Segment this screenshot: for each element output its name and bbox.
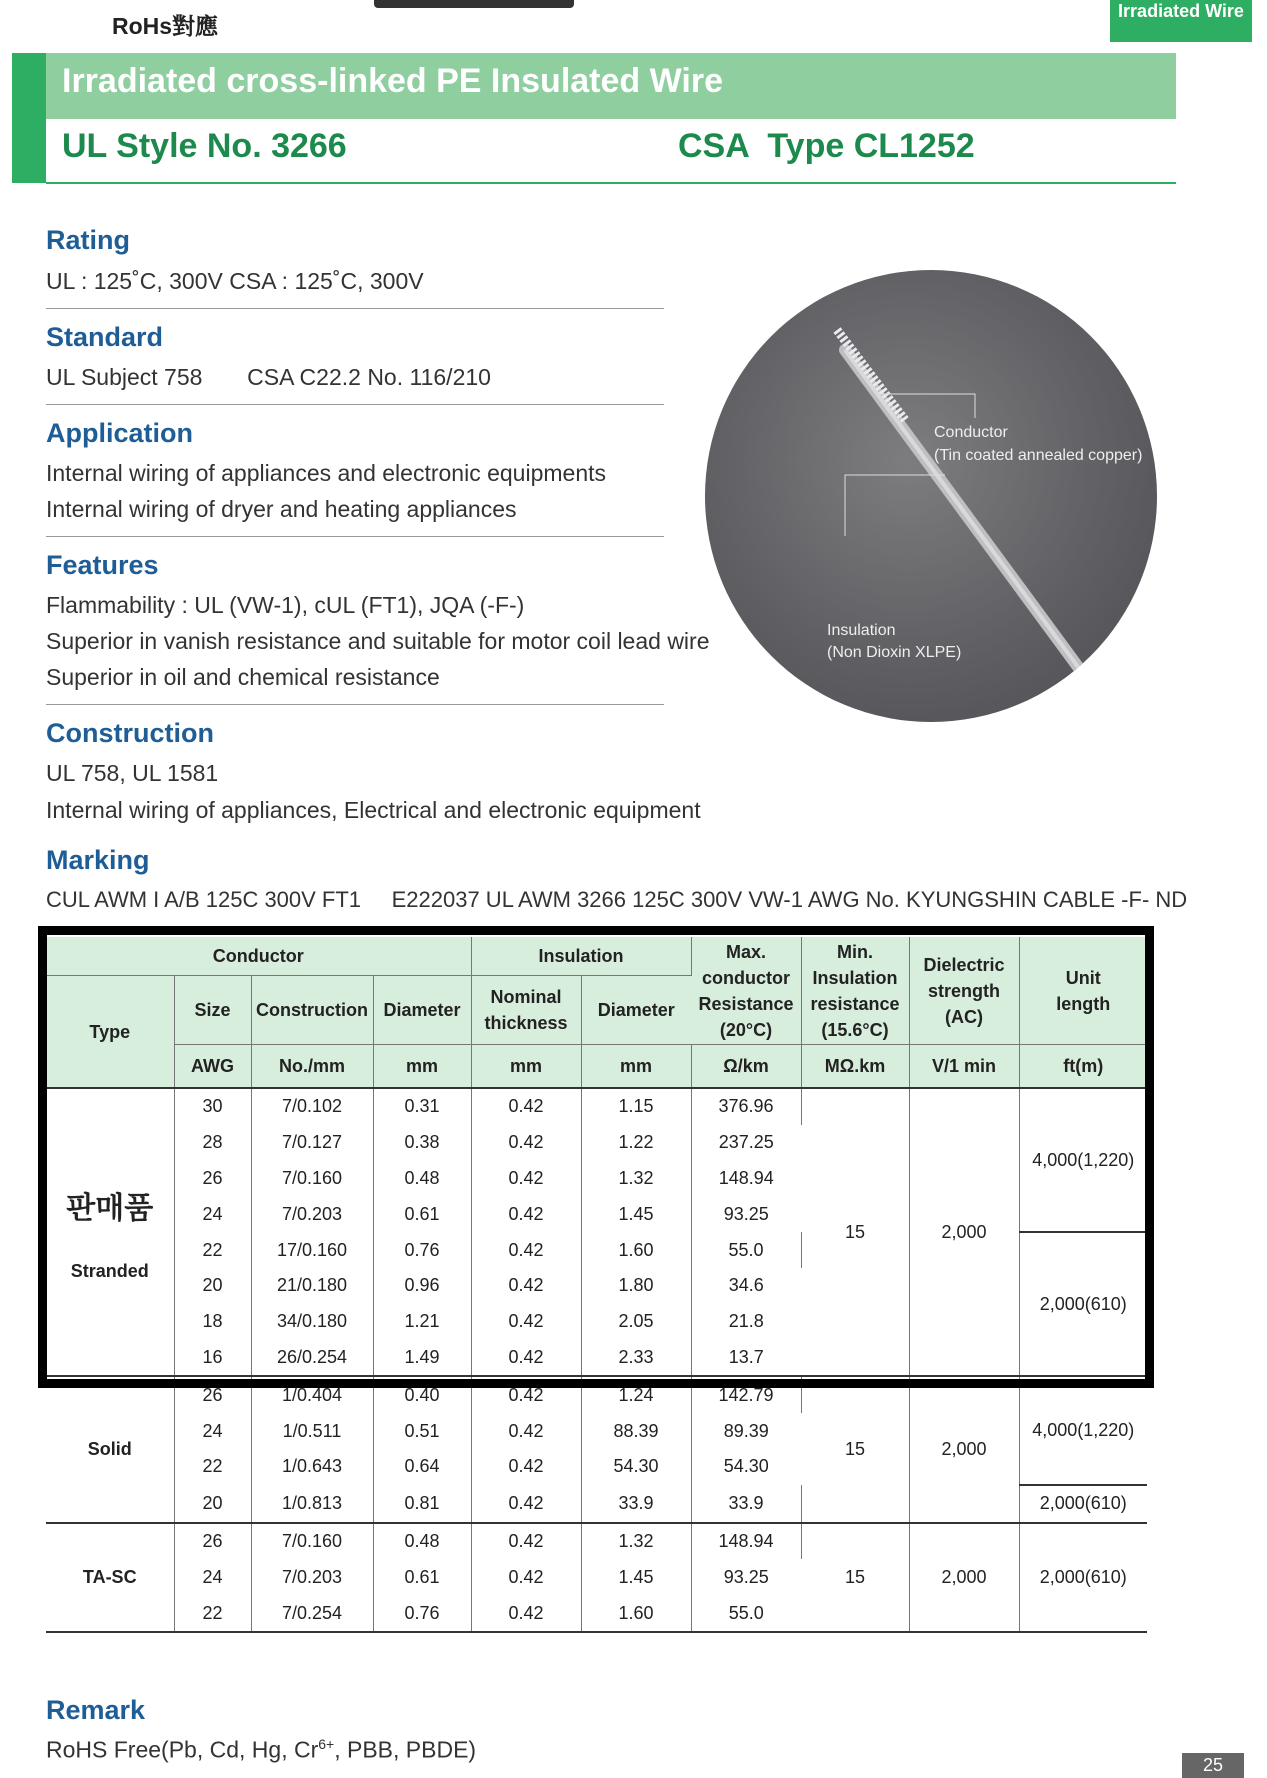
table-cell: 30 [174,1088,251,1125]
dielectric-cell: 2,000 [909,1523,1019,1632]
type-label: TA-SC [82,1566,137,1587]
table-cell: 7/0.102 [251,1088,373,1125]
table-cell: 0.42 [471,1196,581,1232]
page-title: Irradiated cross-linked PE Insulated Wire [62,62,724,100]
table-cell: 21.8 [728,1311,764,1332]
features-line-1: Flammability : UL (VW-1), cUL (FT1), JQA (-F-) [46,592,525,618]
standard-line: UL Subject 758 CSA C22.2 No. 116/210 [46,364,491,390]
marking-heading: Marking [46,845,150,875]
type-cell [46,1376,174,1522]
table-cell: 1.22 [581,1125,691,1161]
table-cell: 0.31 [373,1088,471,1125]
table-cell: 54.30 [723,1456,769,1477]
table-cell: 93.25 [723,1203,769,1224]
header-conductor: Conductor [46,937,471,976]
remark-line: RoHS Free(Pb, Cd, Hg, $Cr^{6+}$, PBB, PBDE) [46,1736,477,1763]
table-cell: 16 [174,1340,251,1377]
table-cell: 0.42 [471,1125,581,1161]
table-cell: 0.42 [471,1449,581,1485]
application-line-2: Internal wiring of dryer and heating appliances [46,496,517,522]
table-cell: 148.94 [718,1167,774,1188]
table-cell: 0.42 [471,1340,581,1377]
type-label: Stranded [70,1260,149,1281]
table-cell: 93.25 [723,1566,769,1587]
table-cell: 7/0.160 [251,1523,373,1560]
application-heading: Application [46,418,193,448]
table-cell: 34/0.180 [251,1304,373,1340]
table-cell: 1.21 [373,1304,471,1340]
table-cell: 0.42 [471,1232,581,1268]
remark-heading: Remark [46,1695,146,1725]
table-cell: 88.39 [581,1413,691,1449]
table-cell: 13.7 [728,1346,764,1367]
table-cell: 0.76 [373,1595,471,1632]
header-type: Type [46,976,174,1089]
type-cell [46,1523,174,1632]
table-cell: 0.40 [373,1376,471,1413]
table-cell: 7/0.203 [251,1196,373,1232]
table-cell: 89.39 [723,1420,769,1441]
table-cell: 0.81 [373,1485,471,1523]
header-ins-diameter: Diameter [581,976,691,1045]
table-cell: 24 [174,1413,251,1449]
table-cell: 0.38 [373,1125,471,1161]
conductor-label: Conductor [934,424,1008,441]
unit-awg: AWG [174,1045,251,1089]
unit-length: ft(m) [1019,1045,1147,1089]
unit-length-cell: 4,000(1,220) [1019,1088,1147,1232]
table-cell: 22 [174,1232,251,1268]
wire-photo [705,270,1157,722]
unit-length-cell: 2,000(610) [1019,1485,1147,1523]
header-min-insulation: Min. Insulation resistance (15.6°C) [801,937,909,1045]
table-cell: 24 [174,1559,251,1595]
table-cell: 2.33 [581,1340,691,1377]
title-underline [46,182,1176,184]
table-cell: 0.64 [373,1449,471,1485]
table-cell: 0.42 [471,1304,581,1340]
min-insulation-cell: 15 [801,1376,909,1522]
unit-construction: No./mm [251,1045,373,1089]
table-cell: 1.45 [581,1196,691,1232]
table-cell: 1.15 [581,1088,691,1125]
insulation-label: Insulation [827,622,896,639]
table-cell: 54.30 [581,1449,691,1485]
table-cell: 7/0.203 [251,1559,373,1595]
header-size: Size [174,976,251,1045]
table-cell: 0.42 [471,1088,581,1125]
header-dielectric: Dielectric strength (AC) [909,937,1019,1045]
table-cell: 7/0.127 [251,1125,373,1161]
table-cell: 1/0.813 [251,1485,373,1523]
unit-insulation: MΩ.km [801,1045,909,1089]
dielectric-cell: 2,000 [909,1088,1019,1376]
table-cell: 0.42 [471,1161,581,1197]
divider [46,536,664,537]
type-extra-label: 판매품 [66,1191,154,1225]
rating-heading: Rating [46,225,130,255]
table-cell: 0.96 [373,1268,471,1304]
header-unit-length: Unit length [1019,937,1147,1045]
construction-line-1: UL 758, UL 1581 [46,760,219,786]
divider [46,704,664,705]
table-cell: 22 [174,1449,251,1485]
table-cell: 1.32 [581,1523,691,1560]
dielectric-cell: 2,000 [909,1376,1019,1522]
table-cell: 0.61 [373,1559,471,1595]
highlight-frame [38,926,1154,1388]
unit-length-cell: 2,000(610) [1019,1232,1147,1376]
unit-length-cell: 4,000(1,220) [1019,1376,1147,1484]
table-cell: 1/0.404 [251,1376,373,1413]
table-cell: 7/0.160 [251,1161,373,1197]
table-cell: 2.05 [581,1304,691,1340]
table-cell: 0.42 [471,1376,581,1413]
unit-resistance: Ω/km [691,1045,801,1089]
table-cell: 0.76 [373,1232,471,1268]
header-max-resistance: Max. conductor Resistance (20°C) [691,937,801,1045]
corner-tag: Irradiated Wire [1110,0,1252,42]
table-cell: 7/0.254 [251,1595,373,1632]
table-cell: 0.42 [471,1523,581,1560]
table-cell: 1.45 [581,1559,691,1595]
table-cell: 33.9 [581,1485,691,1523]
table-cell: 17/0.160 [251,1232,373,1268]
table-cell: 0.42 [471,1413,581,1449]
table-cell: 0.42 [471,1268,581,1304]
table-cell: 24 [174,1196,251,1232]
table-cell: 1.24 [581,1376,691,1413]
table-cell: 1.60 [581,1232,691,1268]
table-cell: 1.32 [581,1161,691,1197]
title-accent-bar [12,53,46,183]
ul-style: UL Style No. 3266 [62,127,347,165]
unit-diameter: mm [373,1045,471,1089]
table-cell: 1.80 [581,1268,691,1304]
construction-line-2: Internal wiring of appliances, Electrical and electronic equipment [46,797,701,823]
table-cell: 0.42 [471,1559,581,1595]
table-cell: 34.6 [728,1275,764,1296]
features-line-2: Superior in vanish resistance and suitable for motor coil lead wire [46,628,710,654]
unit-length-cell: 2,000(610) [1019,1523,1147,1632]
unit-ins-diameter: mm [581,1045,691,1089]
conductor-desc: (Tin coated annealed copper) [934,447,1143,464]
header-nominal-thickness: Nominal thickness [471,976,581,1045]
table-cell: 0.61 [373,1196,471,1232]
table-cell: 0.48 [373,1161,471,1197]
table-cell: 142.79 [691,1376,801,1413]
insulation-desc: (Non Dioxin XLPE) [827,644,962,661]
unit-dielectric: V/1 min [909,1045,1019,1089]
min-insulation-cell: 15 [801,1088,909,1376]
header-diameter: Diameter [373,976,471,1045]
top-tab-bar [374,0,574,8]
table-cell: 21/0.180 [251,1268,373,1304]
application-line-1: Internal wiring of appliances and electronic equipments [46,460,606,486]
features-heading: Features [46,550,159,580]
features-line-3: Superior in oil and chemical resistance [46,664,440,690]
table-cell: 0.42 [471,1595,581,1632]
table-cell: 33.9 [691,1485,801,1523]
table-cell: 20 [174,1268,251,1304]
table-cell: 376.96 [691,1088,801,1125]
table-cell: 1/0.643 [251,1449,373,1485]
table-cell: 55.0 [691,1232,801,1268]
table-cell: 1/0.511 [251,1413,373,1449]
table-cell: 0.48 [373,1523,471,1560]
standard-heading: Standard [46,322,164,352]
table-cell: 148.94 [691,1523,801,1560]
table-cell: 0.51 [373,1413,471,1449]
table-cell: 0.42 [471,1485,581,1523]
type-label: Solid [87,1438,132,1459]
min-insulation-cell: 15 [801,1523,909,1632]
table-cell: 26 [174,1376,251,1413]
construction-heading: Construction [46,718,214,748]
unit-thickness: mm [471,1045,581,1089]
table-row [46,1523,1147,1560]
rating-line: UL : 125˚C, 300V CSA : 125˚C, 300V [46,268,424,294]
table-cell: 22 [174,1595,251,1632]
csa-type: CSA Type CL1252 [678,127,975,165]
rohs-label: RoHs對應 [112,13,219,39]
table-cell: 26 [174,1161,251,1197]
table-cell: 1.49 [373,1340,471,1377]
divider [46,308,664,309]
table-cell: 20 [174,1485,251,1523]
table-cell: 1.60 [581,1595,691,1632]
table-cell: 18 [174,1304,251,1340]
table-cell: 26/0.254 [251,1340,373,1377]
header-insulation: Insulation [471,937,691,976]
header-construction: Construction [251,976,373,1045]
table-cell: 26 [174,1523,251,1560]
table-cell: 237.25 [718,1132,774,1153]
table-cell: 28 [174,1125,251,1161]
divider [46,404,664,405]
page-number: 25 [1182,1753,1244,1778]
table-cell: 55.0 [691,1595,801,1632]
marking-line: CUL AWM I A/B 125C 300V FT1 E222037 UL AWM 3266 125C 300V VW-1 AWG No. KYUNGSHIN CABLE -F- ND [46,887,1188,912]
